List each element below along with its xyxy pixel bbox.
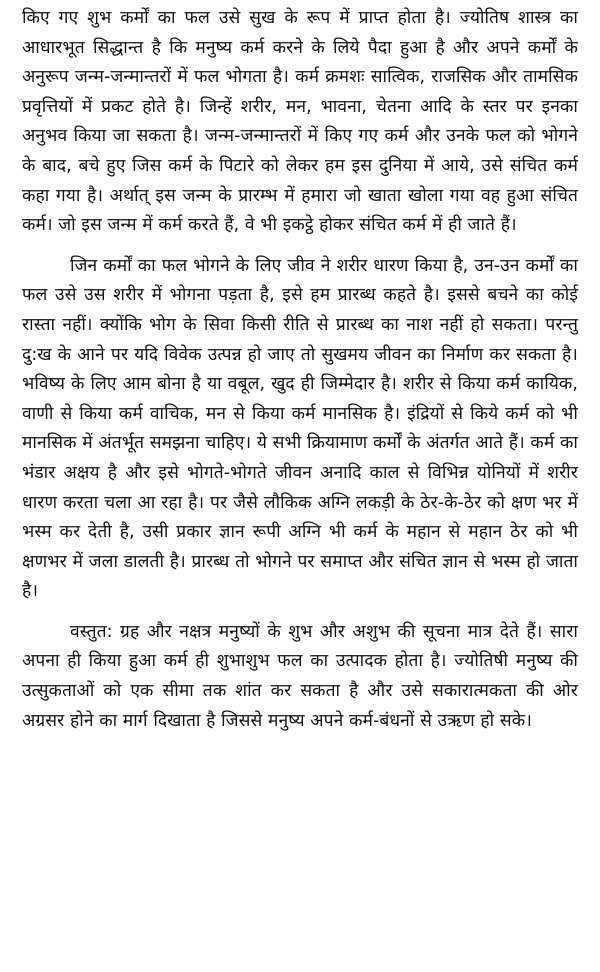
paragraph-2: जिन कर्मों का फल भोगने के लिए जीव ने शरीर धारण किया है, उन-उन कर्मों का फल उसे उस शरीर में भोगना पड़ता है, इसे हम प्रारब्ध कहते है। इससे बचने का कोई रास्ता नहीं। क्योंकि भोग के सिवा किसी रीति से प्रारब्ध का नाश नहीं हो सकता। परन्तु दु:ख के आने पर यदि विवेक उत्पन्न हो जाए तो सुखमय जीवन का निर्माण कर सकता है। भविष्य के लिए आम बोना है या वबूल, खुद ही जिम्मेदार है। शरीर से किया कर्म कायिक, वाणी से किया कर्म वाचिक, मन से किया कर्म मानसिक है। इंद्रियों से किये कर्म को भी मानसिक में अंतर्भूत समझना चाहिए। ये सभी क्रियामाण कर्मों के अंतर्गत आते हैं। कर्म का भंडार अक्षय है और इसे भोगते-भोगते जीवन अनादि काल से विभिन्न योनियों में शरीर धारण करता चला आ रहा है। पर जैसे लौकिक अग्नि लकड़ी के ठेर-के-ठेर को क्षण भर में भस्म कर देती है, उसी प्रकार ज्ञान रूपी अग्नि भी कर्म के महान से महान ठेर को भी क्षणभर में जला डालती है। प्रारब्ध तो भोगने पर समाप्त और संचित ज्ञान से भस्म हो जाता है। xyxy=(22,255,578,602)
paragraph-gap xyxy=(22,607,578,618)
paragraph-gap xyxy=(22,241,578,252)
paragraph-1: किए गए शुभ कर्मों का फल उसे सुख के रूप में प्राप्त होता है। ज्योतिष शास्त्र का आधारभूत सिद्धान्त है कि मनुष्य कर्म करने के लिये पैदा हुआ है और अपने कर्मों के अनुरूप जन्म-जन्मान्तरों में फल भोगता है। कर्म क्रमशः सात्विक, राजसिक और तामसिक प्रवृत्तियों में प्रकट होते है। जिन्हें शरीर, मन, भावना, चेतना आदि के स्तर पर इनका अनुभव किया जा सकता है। जन्म-जन्मान्तरों में किए गए कर्म और उनके फल को भोगने के बाद, बचे हुए जिस कर्म के पिटारे को लेकर हम इस दुनिया में आये, उसे संचित कर्म कहा गया है। अर्थात् इस जन्म के प्रारम्भ में हमारा जो खाता खोला गया वह हुआ संचित कर्म। जो इस जन्म में कर्म करते हैं, वे भी इकट्ठे होकर संचित कर्म में ही जाते हैं। xyxy=(22,8,578,236)
document-page xyxy=(22,4,578,736)
paragraph-3: वस्तुत: ग्रह और नक्षत्र मनुष्यों के शुभ और अशुभ की सूचना मात्र देते हैं। सारा अपना ही किया हुआ कर्म ही शुभाशुभ फल का उत्पादक होता है। ज्योतिषी मनुष्य की उत्सुकताओं को एक सीमा तक शांत कर सकता है और उसे सकारात्मकता की ओर अग्रसर होने का मार्ग दिखाता है जिससे मनुष्य अपने कर्म-बंधनों से उऋण हो सके। xyxy=(22,621,578,731)
